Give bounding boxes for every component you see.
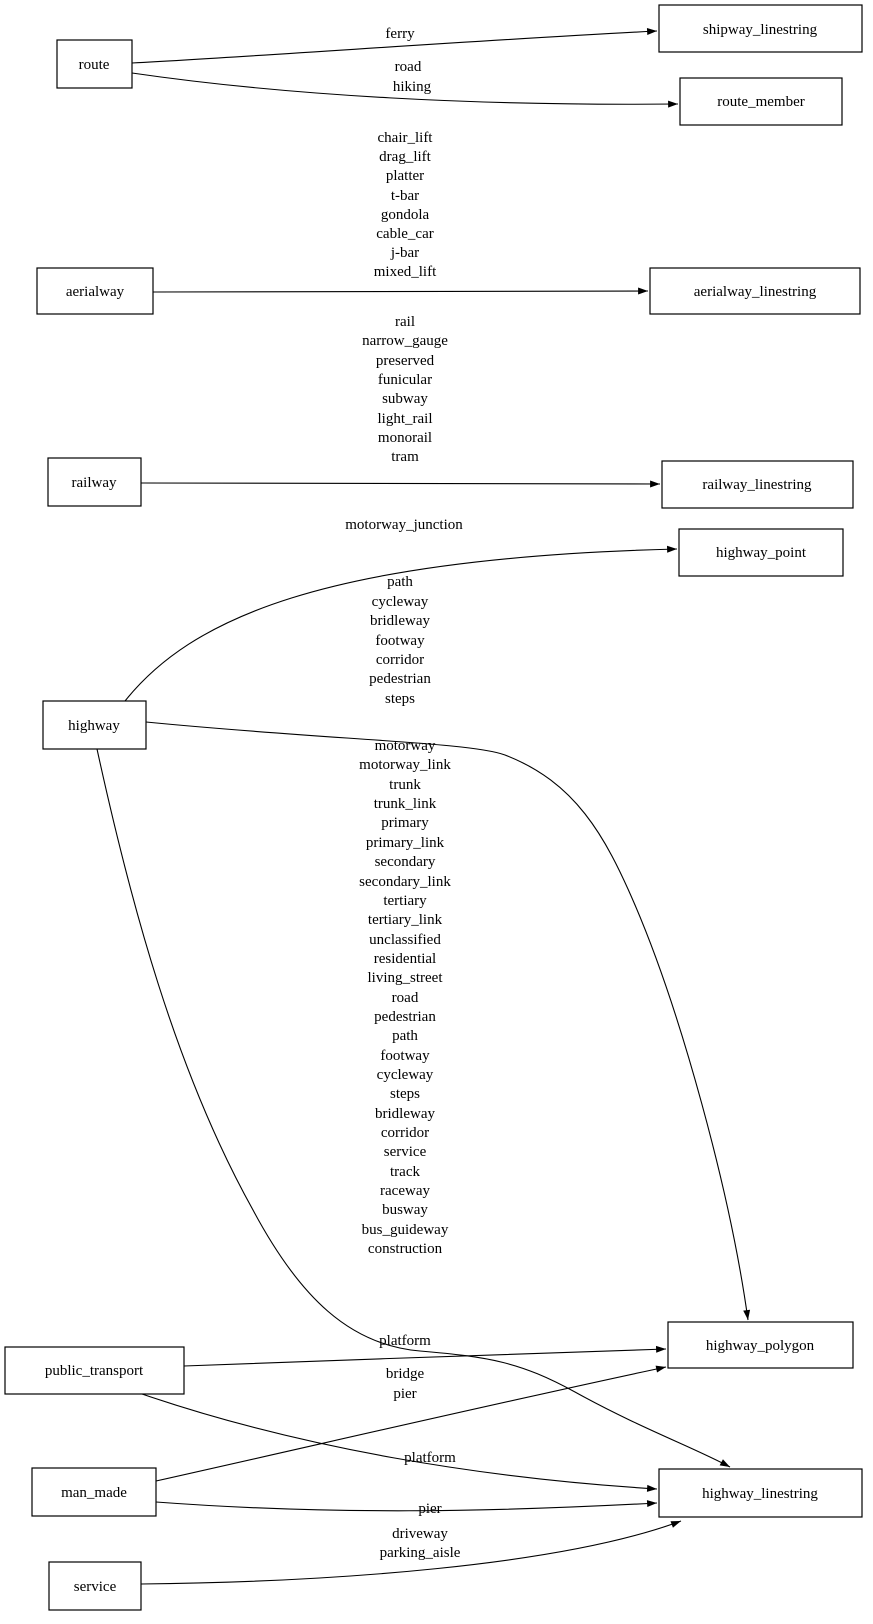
edge-label: funicular — [377, 372, 433, 388]
edge-label: cycleway — [371, 594, 429, 610]
edge-label: pedestrian — [374, 1009, 436, 1025]
edge-label: steps — [385, 691, 415, 707]
edge-label: bus_guideway — [361, 1222, 449, 1238]
edge-label: path — [392, 1028, 418, 1044]
edge-label: gondola — [380, 207, 430, 223]
edge-label: tertiary — [383, 893, 427, 909]
node-railway-linestring-label: railway_linestring — [702, 477, 812, 493]
edge-label: platform — [379, 1333, 431, 1349]
edge-label: hiking — [392, 79, 432, 95]
edge-label: mixed_lift — [373, 264, 437, 280]
node-service-label: service — [73, 1579, 117, 1595]
edge-label: motorway_junction — [345, 517, 463, 533]
edge-label: road — [394, 59, 422, 75]
node-shipway-linestring-label: shipway_linestring — [702, 22, 818, 38]
edge-label: living_street — [367, 970, 443, 986]
node-railway-linestring — [662, 461, 853, 508]
node-route — [57, 40, 132, 88]
edge-label: chair_lift — [377, 130, 433, 146]
node-route-member-label: route_member — [717, 94, 805, 110]
node-aerialway-linestring — [650, 268, 860, 314]
edge-label: footway — [375, 633, 425, 649]
edge-label: bridleway — [375, 1106, 435, 1122]
node-route-member — [680, 78, 842, 125]
edge-label: j-bar — [390, 245, 420, 261]
edge-label: raceway — [380, 1183, 430, 1199]
node-highway-polygon — [668, 1322, 853, 1368]
edge-label: preserved — [375, 353, 435, 369]
node-route-label: route — [78, 57, 110, 73]
edge-label: subway — [382, 391, 428, 407]
edge-label: secondary_link — [359, 874, 451, 890]
edge-label: unclassified — [369, 932, 441, 948]
edge-man-made-to-highway-linestring — [156, 1502, 657, 1511]
edge-label: corridor — [375, 652, 425, 668]
node-highway-point-label: highway_point — [716, 545, 806, 561]
node-highway-linestring-label: highway_linestring — [702, 1486, 818, 1502]
edge-label: busway — [382, 1202, 428, 1218]
edge-label: corridor — [380, 1125, 430, 1141]
edge-label: primary — [381, 815, 429, 831]
node-aerialway-label: aerialway — [65, 284, 125, 300]
edge-label: road — [391, 990, 419, 1006]
edge-label: pier — [393, 1386, 417, 1402]
edge-label: trunk — [389, 777, 421, 793]
edge-label: narrow_gauge — [362, 333, 448, 349]
edge-label: path — [387, 574, 413, 590]
node-service — [49, 1562, 141, 1610]
node-highway-polygon-label: highway_polygon — [705, 1338, 815, 1354]
edge-label: service — [383, 1144, 427, 1160]
node-highway-linestring — [659, 1469, 862, 1517]
edge-label: residential — [373, 951, 437, 967]
node-aerialway — [37, 268, 153, 314]
edge-label: cable_car — [376, 226, 434, 242]
edge-label: platter — [385, 168, 425, 184]
edge-label: footway — [380, 1048, 430, 1064]
node-public-transport — [5, 1347, 184, 1394]
node-railway-label: railway — [71, 475, 117, 491]
node-man-made — [32, 1468, 156, 1516]
edge-label: bridge — [385, 1366, 425, 1382]
edge-label: pier — [418, 1501, 442, 1517]
edge-label: motorway — [374, 738, 436, 754]
edge-label: parking_aisle — [379, 1545, 461, 1561]
node-railway — [48, 458, 141, 506]
edge-label: bridleway — [370, 613, 430, 629]
edge-label: steps — [390, 1086, 420, 1102]
node-highway — [43, 701, 146, 749]
edge-label: primary_link — [365, 835, 445, 851]
edge-label: driveway — [392, 1526, 448, 1542]
node-public-transport-label: public_transport — [44, 1363, 144, 1379]
node-aerialway-linestring-label: aerialway_linestring — [693, 284, 817, 300]
node-highway-point — [679, 529, 843, 576]
edge-label: trunk_link — [373, 796, 437, 812]
edge-label: drag_lift — [379, 149, 431, 165]
node-man-made-label: man_made — [61, 1485, 127, 1501]
edge-label: monorail — [377, 430, 433, 446]
edge-railway-to-railway-linestring — [141, 483, 660, 484]
edge-label: secondary — [374, 854, 436, 870]
node-shipway-linestring — [659, 5, 862, 52]
edge-label: tram — [391, 449, 419, 465]
edge-label: ferry — [385, 26, 415, 42]
edge-label: cycleway — [376, 1067, 434, 1083]
edge-aerialway-to-aerialway-linestring — [153, 291, 648, 292]
edge-label: motorway_link — [359, 757, 451, 773]
edge-label: track — [390, 1164, 420, 1180]
edge-label: platform — [404, 1450, 456, 1466]
edge-label: rail — [395, 314, 415, 330]
node-highway-label: highway — [68, 718, 120, 734]
edge-label: pedestrian — [369, 671, 431, 687]
edge-label: construction — [367, 1241, 443, 1257]
edge-label: t-bar — [390, 188, 420, 204]
edge-public-transport-to-highway-linestring — [142, 1394, 657, 1489]
edge-label: light_rail — [377, 411, 433, 427]
edge-label: tertiary_link — [367, 912, 443, 928]
